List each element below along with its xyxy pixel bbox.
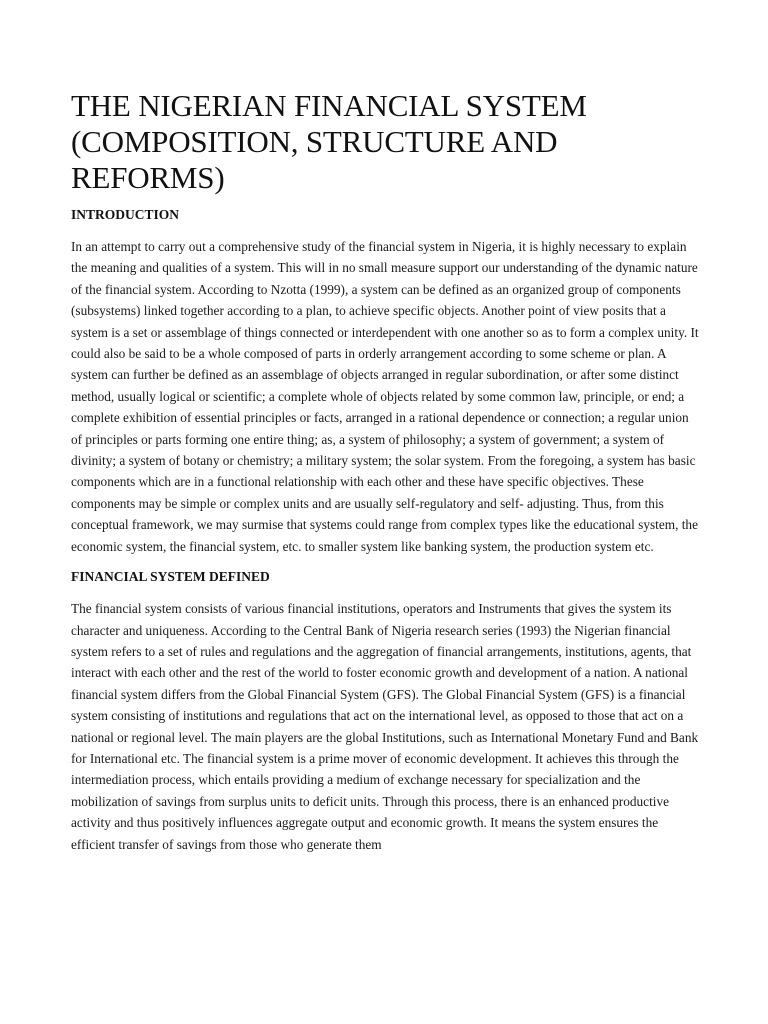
section-paragraph: In an attempt to carry out a comprehensive study of the financial system in Nigeria, it is highly necessary to explain the meaning and qualities of a system. This will in no small measure support our understanding of the dynamic nature of the financial system. According to Nzotta (1999), a system can be defined as an organized group of components (subsystems) linked together according to a plan, to achieve specific objects. Another point of view posits that a system is a set or assemblage of things connected or interdependent with one another so as to form a complex unity. It could also be said to be a whole composed of parts in orderly arrangement according to some scheme or plan. A system can further be defined as an assemblage of objects arranged in regular subordination, or after some distinct method, usually logical or scientific; a complete whole of objects related by some common law, principle, or end; a complete exhibition of essential principles or facts, arranged in a rational dependence or connection; a regular union of principles or parts forming one entire thing; as, a system of philosophy; a system of government; a system of divinity; a system of botany or chemistry; a military system; the solar system. From the foregoing, a system has basic components which are in a functional relationship with each other and these have specific objectives. These components may be simple or complex units and are usually self-regulatory and self- adjusting. Thus, from this conceptual framework, we may surmise that systems could range from complex types like the educational system, the economic system, the financial system, etc. to smaller system like banking system, the production system etc. — [71, 239, 699, 554]
section-heading: FINANCIAL SYSTEM DEFINED — [71, 569, 270, 585]
section-paragraph: The financial system consists of various financial institutions, operators and Instruments that gives the system its character and uniqueness. According to the Central Bank of Nigeria research series (1993) the Nigerian financial system refers to a set of rules and regulations and the aggregation of financial arrangements, institutions, agents, that interact with each other and the rest of the world to foster economic growth and development of a nation. A national financial system differs from the Global Financial System (GFS). The Global Financial System (GFS) is a financial system consisting of institutions and regulations that act on the international level, as opposed to those that act on a national or regional level. The main players are the global Institutions, such as International Monetary Fund and Bank for International etc. The financial system is a prime mover of economic development. It achieves this through the intermediation process, which entails providing a medium of exchange necessary for specialization and the mobilization of savings from surplus units to deficit units. Through this process, there is an enhanced productive activity and thus positively influences aggregate output and economic growth. It means the system ensures the efficient transfer of savings from those who generate them — [71, 601, 699, 852]
section-financial-system-defined — [71, 568, 701, 855]
document-title: THE NIGERIAN FINANCIAL SYSTEM (COMPOSITION, STRUCTURE AND REFORMS) — [71, 88, 587, 195]
document-page — [71, 88, 701, 866]
section-introduction — [71, 206, 701, 557]
section-heading: INTRODUCTION — [71, 207, 180, 222]
